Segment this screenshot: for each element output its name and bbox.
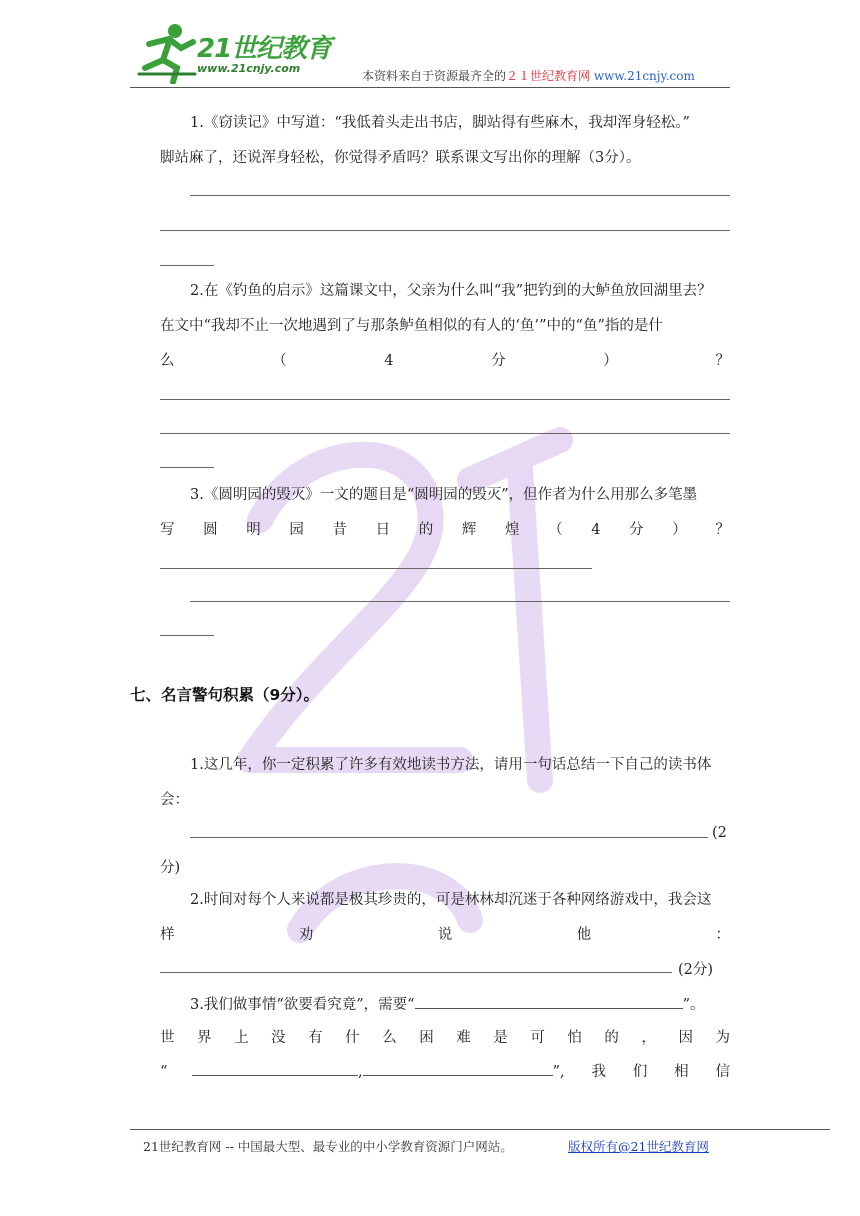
s7q3-char: 是 [493,1030,508,1046]
q2-char: 分 [491,353,506,369]
s7q3-text: ”。 [682,997,705,1013]
q2-char: （ [272,353,287,369]
q3-char: 写 [160,522,175,538]
s7q3-line2 [160,1021,730,1056]
q3-char: （ [548,522,563,538]
section-title: 七、名言警句积累（9分）。 [130,686,320,704]
s7q3-char: 们 [632,1064,648,1080]
copyright-link[interactable]: 版权所有@21世纪教育网 [568,1139,709,1154]
header-note-prefix: 本资料来自于资源最齐全的 [362,69,507,83]
logo-url: www.21cnjy.com [197,62,301,75]
s7q3-char: 界 [197,1030,212,1046]
q3-char: 明 [246,522,261,538]
q3-char: 园 [289,522,304,538]
answer-line[interactable] [160,467,214,468]
score-label: (2 [712,825,727,841]
s7q3-char: 困 [419,1030,434,1046]
s7q2-line1: 2.时间对每个人来说都是极其珍贵的，可是林林却沉迷于各种网络游戏中，我会这 [190,892,712,908]
s7q2-char: ： [715,927,730,943]
q3-char: 的 [418,522,434,538]
answer-line[interactable] [190,195,730,196]
s7q3-text: “ [160,1064,168,1080]
q2-char: ？ [715,353,730,369]
q3-char: ？ [715,522,730,538]
answer-line[interactable] [160,972,672,973]
answer-line[interactable] [160,568,592,569]
header-note-site: ２１世纪教育网 [506,69,591,83]
s7q3-char: ， [641,1030,656,1046]
answer-line[interactable] [190,837,708,838]
s7q3-char: 相 [674,1064,689,1080]
s7q3-text: ”, [552,1064,565,1080]
q3-char: 日 [375,522,391,538]
logo-brand: 21世纪教育 [197,34,332,64]
q3-char: ） [672,522,687,538]
s7q3-text: 3.我们做事情“欲要看究竟”，需要“ [190,997,415,1013]
s7q2-char: 他 [576,927,592,943]
s7q3-char: 为 [715,1030,730,1046]
s7q3-char: 可 [530,1030,545,1046]
q3-char: 圆 [203,522,218,538]
answer-line[interactable] [190,601,730,602]
s7q3-line3 [160,1055,730,1090]
fill-blank[interactable] [415,994,683,1009]
s7q3-text: , [358,1064,363,1080]
fill-blank[interactable] [192,1061,358,1076]
fill-blank[interactable] [363,1061,553,1076]
s7q3-char: 上 [234,1030,249,1046]
s7q2-char: 说 [437,927,453,943]
q2-line2: 在文中“我却不止一次地遇到了与那条鲈鱼相似的有人的‘鱼’”中的“鱼”指的是什 [160,318,663,334]
s7q3-char: 怕 [567,1030,582,1046]
s7q3-char: 的 [604,1030,619,1046]
answer-line[interactable] [160,265,214,266]
s7q3-char: 没 [271,1030,286,1046]
answer-line[interactable] [160,399,730,400]
score-label: (2分) [678,962,714,978]
q1-line2: 脚站麻了，还说浑身轻松，你觉得矛盾吗？联系课文写出你的理解（3分）。 [160,150,641,166]
answer-line[interactable] [160,433,730,434]
q2-line1: 2.在《钓鱼的启示》这篇课文中，父亲为什么叫“我”把钓到的大鲈鱼放回湖里去？ [190,283,712,299]
q2-line3 [160,344,730,379]
answer-line[interactable] [160,230,730,231]
answer-line[interactable] [160,635,214,636]
footer-divider [130,1129,830,1130]
q3-line2 [160,513,730,548]
s7q3-char: 因 [678,1030,693,1046]
s7q3-line3-blanks [160,1055,565,1090]
header-note-url[interactable]: www.21cnjy.com [593,69,695,83]
s7q2-line2 [160,918,730,953]
q3-line1: 3.《圆明园的毁灭》一文的题目是“圆明园的毁灭”，但作者为什么用那么多笔墨 [190,487,698,503]
q2-char: 4 [384,353,394,369]
s7q1-line1: 1.这几年，你一定积累了许多有效地读书方法，请用一句话总结一下自己的读书体 [190,757,712,773]
q3-char: 4 [591,522,601,538]
footer-text: 21世纪教育网 -- 中国最大型、最专业的中小学教育资源门户网站。 [143,1139,513,1154]
s7q3-char: 信 [715,1064,730,1080]
q2-char: ） [603,353,618,369]
q3-char: 煌 [505,522,520,538]
s7q3-char: 么 [382,1030,397,1046]
q3-char: 昔 [332,522,347,538]
s7q3-line1 [190,988,730,1023]
q3-char: 分 [629,522,644,538]
q2-char: 么 [160,353,175,369]
score-label-cont: 分) [160,860,181,876]
s7q2-char: 样 [160,927,175,943]
s7q3-char: 难 [456,1030,471,1046]
q3-char: 辉 [461,522,477,538]
q1-line1: 1.《窃读记》中写道：“我低着头走出书店，脚站得有些麻木，我却浑身轻松。” [190,115,690,131]
s7q3-char: 有 [308,1030,323,1046]
s7q3-char: 我 [591,1064,606,1080]
s7q2-char: 劝 [298,927,314,943]
s7q3-char: 世 [160,1030,175,1046]
s7q1-line2: 会： [160,792,189,808]
s7q3-char: 什 [345,1030,360,1046]
